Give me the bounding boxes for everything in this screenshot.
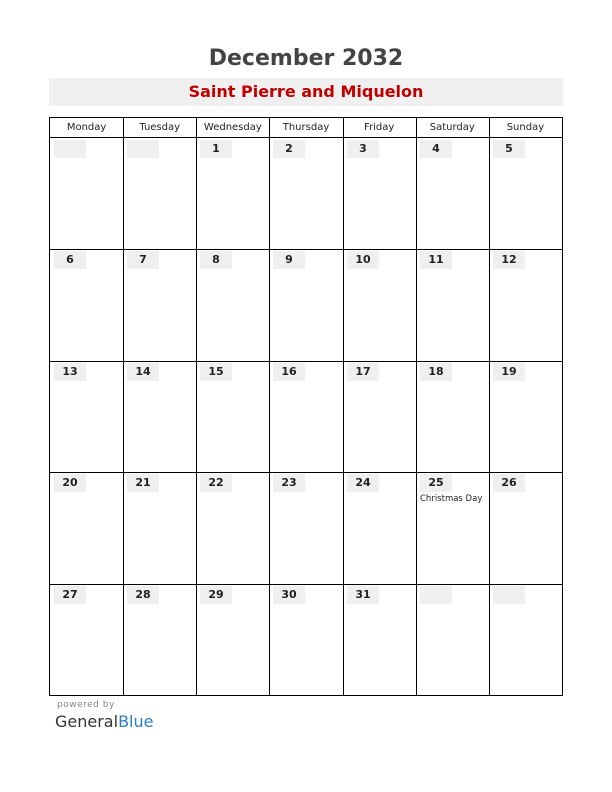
weekday-saturday: Saturday xyxy=(429,122,475,133)
date-number: 10 xyxy=(355,253,371,266)
date-number: 13 xyxy=(62,365,78,378)
day-cell-18[interactable] xyxy=(416,361,489,472)
date-number: 11 xyxy=(428,253,444,266)
date-number: 23 xyxy=(281,476,297,489)
empty-day-cell xyxy=(416,584,489,695)
day-cell-10[interactable] xyxy=(343,249,416,360)
generalblue-logo[interactable] xyxy=(55,712,153,731)
day-cell-3[interactable] xyxy=(343,138,416,249)
day-cell-2[interactable] xyxy=(269,138,342,249)
weekday-friday: Friday xyxy=(363,122,395,133)
weekday-monday: Monday xyxy=(66,122,107,133)
date-number: 18 xyxy=(428,365,444,378)
day-cell-14[interactable] xyxy=(123,361,196,472)
date-number: 27 xyxy=(62,588,78,601)
day-cell-26[interactable] xyxy=(489,472,562,583)
country-subtitle: Saint Pierre and Miquelon xyxy=(188,82,424,101)
day-cell-6[interactable] xyxy=(50,249,123,360)
empty-day-cell xyxy=(123,138,196,249)
day-cell-7[interactable] xyxy=(123,249,196,360)
day-cell-25[interactable] xyxy=(416,472,489,583)
day-cell-29[interactable] xyxy=(196,584,269,695)
calendar-grid xyxy=(49,117,563,696)
holiday-label: Christmas Day xyxy=(420,494,483,504)
date-number: 2 xyxy=(285,142,293,155)
date-number: 19 xyxy=(501,365,517,378)
day-cell-20[interactable] xyxy=(50,472,123,583)
date-number: 16 xyxy=(281,365,297,378)
date-number: 20 xyxy=(62,476,78,489)
day-cell-31[interactable] xyxy=(343,584,416,695)
date-number: 24 xyxy=(355,476,371,489)
day-cell-4[interactable] xyxy=(416,138,489,249)
date-number: 15 xyxy=(208,365,224,378)
weekday-tuesday: Tuesday xyxy=(139,122,181,133)
date-number: 12 xyxy=(501,253,517,266)
day-cell-12[interactable] xyxy=(489,249,562,360)
date-number: 26 xyxy=(501,476,517,489)
weekday-header-row xyxy=(50,118,562,138)
date-number: 1 xyxy=(212,142,220,155)
day-cell-27[interactable] xyxy=(50,584,123,695)
brand-blue: Blue xyxy=(118,712,154,731)
date-number: 8 xyxy=(212,253,220,266)
day-cell-9[interactable] xyxy=(269,249,342,360)
day-cell-16[interactable] xyxy=(269,361,342,472)
day-cell-8[interactable] xyxy=(196,249,269,360)
date-badge xyxy=(127,140,159,158)
day-cell-23[interactable] xyxy=(269,472,342,583)
day-cell-5[interactable] xyxy=(489,138,562,249)
date-number: 21 xyxy=(135,476,151,489)
powered-by-label: powered by xyxy=(57,700,115,710)
date-badge xyxy=(54,140,86,158)
date-number: 14 xyxy=(135,365,151,378)
date-number: 25 xyxy=(428,476,444,489)
day-cell-15[interactable] xyxy=(196,361,269,472)
weekday-wednesday: Wednesday xyxy=(203,122,262,133)
day-cell-21[interactable] xyxy=(123,472,196,583)
day-cell-19[interactable] xyxy=(489,361,562,472)
date-number: 28 xyxy=(135,588,151,601)
date-number: 22 xyxy=(208,476,224,489)
date-number: 5 xyxy=(505,142,513,155)
brand-general: General xyxy=(55,712,119,731)
day-cell-28[interactable] xyxy=(123,584,196,695)
date-number: 3 xyxy=(359,142,367,155)
weekday-thursday: Thursday xyxy=(282,122,330,133)
date-badge xyxy=(420,586,452,604)
day-cell-13[interactable] xyxy=(50,361,123,472)
empty-day-cell xyxy=(50,138,123,249)
date-number: 7 xyxy=(139,253,147,266)
weekday-sunday: Sunday xyxy=(506,122,545,133)
date-number: 6 xyxy=(66,253,74,266)
page-title: December 2032 xyxy=(208,46,404,71)
day-cell-17[interactable] xyxy=(343,361,416,472)
date-number: 31 xyxy=(355,588,371,601)
date-number: 9 xyxy=(285,253,293,266)
day-cell-1[interactable] xyxy=(196,138,269,249)
day-cell-24[interactable] xyxy=(343,472,416,583)
day-cell-11[interactable] xyxy=(416,249,489,360)
empty-day-cell xyxy=(489,584,562,695)
date-number: 29 xyxy=(208,588,224,601)
day-cell-30[interactable] xyxy=(269,584,342,695)
date-number: 4 xyxy=(432,142,440,155)
date-number: 17 xyxy=(355,365,371,378)
day-cell-22[interactable] xyxy=(196,472,269,583)
subtitle-bar xyxy=(49,78,563,106)
date-badge xyxy=(493,586,525,604)
date-number: 30 xyxy=(281,588,297,601)
